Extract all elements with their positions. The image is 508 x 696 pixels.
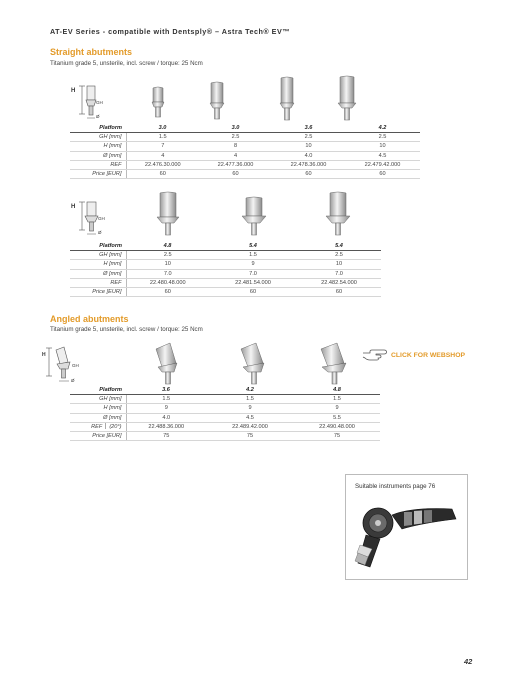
diagram-gh-label: GH bbox=[72, 363, 79, 368]
row-label: H [mm] bbox=[70, 260, 126, 269]
abutment-image bbox=[276, 76, 298, 122]
table-row bbox=[70, 170, 420, 179]
torque-wrench-image bbox=[352, 495, 462, 577]
table-cell: 8 bbox=[199, 142, 272, 151]
diagram-h-label: H bbox=[42, 352, 46, 358]
angled-dimension-diagram bbox=[40, 342, 86, 384]
table-cell: 5.4 bbox=[209, 242, 297, 251]
table-cell: 3.0 bbox=[199, 124, 272, 133]
diagram-diameter-label: Ø bbox=[98, 230, 102, 235]
table-cell: 5.4 bbox=[297, 242, 381, 251]
ref-number: 22.477.36.000 bbox=[199, 160, 272, 169]
row-label: Price [EUR] bbox=[70, 288, 126, 297]
row-label: Price [EUR] bbox=[70, 170, 126, 179]
table-cell: 4.8 bbox=[294, 386, 380, 395]
angled-abutment-image bbox=[316, 341, 352, 387]
row-label: H [mm] bbox=[70, 142, 126, 151]
instruments-box bbox=[345, 474, 468, 580]
table-cell: 10 bbox=[272, 142, 345, 151]
table-row bbox=[70, 142, 420, 151]
table-cell: 5.5 bbox=[294, 413, 380, 422]
straight-abutments-title: Straight abutments bbox=[50, 47, 133, 57]
ref-number: 22.490.48.000 bbox=[294, 422, 380, 431]
price-cell: 60 bbox=[345, 170, 420, 179]
ref-number: 22.478.36.000 bbox=[272, 160, 345, 169]
abutment-image bbox=[154, 191, 182, 238]
table-cell: 1.5 bbox=[126, 133, 199, 142]
straight-spec-table-1 bbox=[70, 124, 420, 179]
abutment-image bbox=[206, 81, 228, 121]
page-number: 42 bbox=[464, 657, 473, 666]
row-label bbox=[70, 422, 126, 431]
straight-spec-table-2 bbox=[70, 242, 381, 297]
table-cell: 2.5 bbox=[199, 133, 272, 142]
series-header: AT-EV Series - compatible with Dentsply® – Astra Tech® EV™ bbox=[50, 27, 290, 36]
price-cell: 60 bbox=[209, 288, 297, 297]
table-row bbox=[70, 386, 380, 395]
straight-abutments-subtitle: Titanium grade 5, unsterile, incl. screw / torque: 25 Ncm bbox=[50, 60, 203, 67]
table-cell: 9 bbox=[294, 404, 380, 413]
diagram-diameter-label: Ø bbox=[96, 114, 100, 119]
table-cell: 4.5 bbox=[206, 413, 294, 422]
ref-number: 22.476.30.000 bbox=[126, 160, 199, 169]
price-cell: 60 bbox=[272, 170, 345, 179]
table-cell: 1.5 bbox=[206, 395, 294, 404]
pointing-hand-icon bbox=[362, 349, 388, 361]
diagram-h-label: H bbox=[71, 204, 76, 210]
price-cell: 60 bbox=[199, 170, 272, 179]
table-cell: 1.5 bbox=[294, 395, 380, 404]
angled-spec-table bbox=[70, 386, 380, 441]
table-cell: 3.6 bbox=[126, 386, 206, 395]
price-cell: 60 bbox=[297, 288, 381, 297]
row-label: REF bbox=[70, 160, 126, 169]
ref-number: 22.479.42.000 bbox=[345, 160, 420, 169]
ref-number: 22.489.42.000 bbox=[206, 422, 294, 431]
ref-number: 22.481.54.000 bbox=[209, 278, 297, 287]
ref-label: REF bbox=[91, 423, 103, 430]
ref-number: 22.480.48.000 bbox=[126, 278, 209, 287]
table-cell: 9 bbox=[206, 404, 294, 413]
diagram-h-label: H bbox=[71, 88, 76, 94]
straight-dimension-diagram bbox=[68, 80, 108, 120]
table-cell: 4 bbox=[126, 151, 199, 160]
row-label: Ø [mm] bbox=[70, 413, 126, 422]
table-cell: 2.5 bbox=[297, 251, 381, 260]
table-cell: 4.2 bbox=[206, 386, 294, 395]
table-cell: 3.0 bbox=[126, 124, 199, 133]
diagram-gh-label: GH bbox=[98, 216, 105, 221]
abutment-image bbox=[148, 86, 168, 120]
instruments-note: Suitable instruments page 76 bbox=[355, 483, 436, 490]
table-cell: 9 bbox=[209, 260, 297, 269]
table-row bbox=[70, 288, 381, 297]
table-row bbox=[70, 269, 381, 278]
table-row bbox=[70, 242, 381, 251]
table-cell: 1.5 bbox=[209, 251, 297, 260]
straight-dimension-diagram bbox=[68, 196, 108, 236]
table-cell: 7.0 bbox=[209, 269, 297, 278]
table-row bbox=[70, 413, 380, 422]
abutment-image bbox=[324, 191, 352, 238]
row-label: Platform bbox=[70, 242, 126, 251]
table-cell: 4.2 bbox=[345, 124, 420, 133]
diagram-gh-label: GH bbox=[96, 100, 103, 105]
ref-number: 22.488.36.000 bbox=[126, 422, 206, 431]
row-label: Ø [mm] bbox=[70, 151, 126, 160]
angled-abutment-image bbox=[236, 341, 270, 387]
angled-abutment-image bbox=[150, 341, 184, 387]
price-cell: 60 bbox=[126, 170, 199, 179]
table-row bbox=[70, 404, 380, 413]
row-label: Platform bbox=[70, 124, 126, 133]
abutment-image bbox=[335, 75, 359, 122]
table-cell: 4.0 bbox=[126, 413, 206, 422]
webshop-link-label[interactable]: CLICK FOR WEBSHOP bbox=[391, 351, 466, 359]
row-label: Platform bbox=[70, 386, 126, 395]
table-cell: 2.5 bbox=[126, 251, 209, 260]
angled-abutments-subtitle: Titanium grade 5, unsterile, incl. screw / torque: 25 Ncm bbox=[50, 326, 203, 333]
price-cell: 75 bbox=[294, 432, 380, 441]
table-cell: 9 bbox=[126, 404, 206, 413]
price-cell: 75 bbox=[206, 432, 294, 441]
table-cell: 4 bbox=[199, 151, 272, 160]
table-row bbox=[70, 251, 381, 260]
price-cell: 60 bbox=[126, 288, 209, 297]
ref-number: 22.482.54.000 bbox=[297, 278, 381, 287]
table-cell: 1.5 bbox=[126, 395, 206, 404]
table-cell: 4.8 bbox=[126, 242, 209, 251]
table-cell: 7 bbox=[126, 142, 199, 151]
table-cell: 10 bbox=[345, 142, 420, 151]
table-cell: 10 bbox=[126, 260, 209, 269]
ref-angle: (20°) bbox=[109, 423, 122, 430]
abutment-image bbox=[240, 196, 268, 238]
table-cell: 10 bbox=[297, 260, 381, 269]
table-row bbox=[70, 124, 420, 133]
table-row bbox=[70, 432, 380, 441]
table-row bbox=[70, 395, 380, 404]
table-cell: 7.0 bbox=[297, 269, 381, 278]
row-label: H [mm] bbox=[70, 404, 126, 413]
table-row bbox=[70, 260, 381, 269]
diagram-diameter-label: Ø bbox=[71, 378, 75, 383]
table-row bbox=[70, 160, 420, 169]
table-cell: 4.0 bbox=[272, 151, 345, 160]
row-label: Price [EUR] bbox=[70, 432, 126, 441]
angled-abutments-title: Angled abutments bbox=[50, 314, 129, 324]
row-label: GH [mm] bbox=[70, 251, 126, 260]
table-row bbox=[70, 151, 420, 160]
table-row bbox=[70, 278, 381, 287]
price-cell: 75 bbox=[126, 432, 206, 441]
row-label: GH [mm] bbox=[70, 395, 126, 404]
table-row bbox=[70, 422, 380, 431]
webshop-link[interactable] bbox=[362, 349, 465, 361]
table-cell: 3.6 bbox=[272, 124, 345, 133]
row-label: REF bbox=[70, 278, 126, 287]
table-cell: 7.0 bbox=[126, 269, 209, 278]
table-cell: 2.5 bbox=[345, 133, 420, 142]
table-cell: 2.5 bbox=[272, 133, 345, 142]
table-row bbox=[70, 133, 420, 142]
table-cell: 4.5 bbox=[345, 151, 420, 160]
row-label: Ø [mm] bbox=[70, 269, 126, 278]
row-label: GH [mm] bbox=[70, 133, 126, 142]
